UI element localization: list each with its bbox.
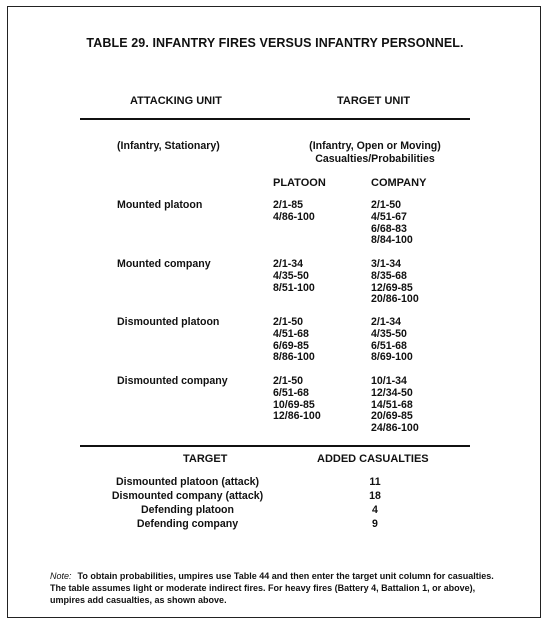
platoon-values [273, 317, 315, 364]
table-cell: 6/69-85 [273, 339, 309, 352]
table-cell: 12/69-85 [371, 281, 413, 294]
company-values [371, 376, 419, 435]
table-cell: 2/1-34 [273, 258, 304, 270]
table-cell: 2/1-50 [273, 375, 304, 387]
table-cell: 2/1-50 [273, 316, 304, 328]
casualty-added: 9 [372, 518, 378, 530]
table-cell: 6/68-83 [371, 222, 407, 235]
table-cell: 8/69-100 [371, 351, 413, 364]
table-cell: 4/51-68 [273, 327, 309, 340]
table-cell: 8/35-68 [371, 269, 407, 282]
table-cell: 12/34-50 [371, 386, 413, 399]
casualty-added: 11 [369, 476, 381, 488]
table-cell: 10/1-34 [371, 375, 407, 387]
table-cell: 10/69-85 [273, 398, 315, 411]
target-unit-header: TARGET UNIT [337, 95, 411, 107]
table-cell: 4/35-50 [371, 327, 407, 340]
table-cell: 12/86-100 [273, 410, 321, 423]
table-note [50, 570, 510, 606]
company-values [371, 259, 419, 306]
platoon-column-header: PLATOON [273, 177, 326, 189]
casualty-added: 18 [369, 490, 381, 502]
table-cell: 24/86-100 [371, 422, 419, 435]
table-cell: 6/51-68 [273, 386, 309, 399]
casualty-added: 4 [372, 504, 378, 516]
table-cell: 8/84-100 [371, 234, 413, 247]
table-cell: 2/1-50 [371, 199, 402, 211]
attacking-unit-label: Dismounted platoon [117, 316, 220, 328]
attacking-unit-label: Dismounted company [117, 375, 228, 387]
casualties-rule [80, 445, 470, 447]
table-cell: 2/1-34 [371, 316, 402, 328]
platoon-values [273, 259, 315, 294]
table-cell: 4/51-67 [371, 210, 407, 223]
casualty-target: Dismounted platoon (attack) [115, 476, 260, 488]
attacker-type-label: (Infantry, Stationary) [117, 140, 220, 152]
table-cell: 20/69-85 [371, 410, 413, 423]
casualties-probabilities-label: Casualties/Probabilities [315, 153, 435, 165]
table-cell: 14/51-68 [371, 398, 413, 411]
attacking-unit-label: Mounted platoon [117, 199, 203, 211]
table-cell: 8/51-100 [273, 281, 315, 294]
target-header: TARGET [183, 453, 228, 465]
casualty-target: Defending platoon [141, 504, 234, 516]
attacking-unit-header: ATTACKING UNIT [130, 95, 222, 107]
table-cell: 4/86-100 [273, 210, 315, 223]
table-cell: 20/86-100 [371, 293, 419, 306]
casualty-target: Dismounted company (attack) [111, 490, 264, 502]
target-type-label: (Infantry, Open or Moving) [309, 140, 441, 152]
platoon-values [273, 200, 315, 224]
note-label: Note: [50, 571, 72, 581]
company-column-header: COMPANY [371, 177, 427, 189]
company-values [371, 200, 413, 247]
casualty-target: Defending company [136, 518, 239, 530]
table-title: TABLE 29. INFANTRY FIRES VERSUS INFANTRY PERSONNEL. [86, 36, 464, 50]
note-text: To obtain probabilities, umpires use Table 44 and then enter the target unit column for casualties. The table assumes light or moderate indirect fires. For heavy fires (Battery 4, Battalion 1, or above), umpires add casualties, as shown above. [50, 571, 494, 605]
added-casualties-header: ADDED CASUALTIES [317, 453, 429, 465]
header-rule [80, 118, 470, 120]
table-cell: 6/51-68 [371, 339, 407, 352]
table-cell: 2/1-85 [273, 199, 304, 211]
table-cell: 3/1-34 [371, 258, 402, 270]
table-cell: 8/86-100 [273, 351, 315, 364]
company-values [371, 317, 413, 364]
attacking-unit-label: Mounted company [117, 258, 211, 270]
platoon-values [273, 376, 321, 423]
table-cell: 4/35-50 [273, 269, 309, 282]
